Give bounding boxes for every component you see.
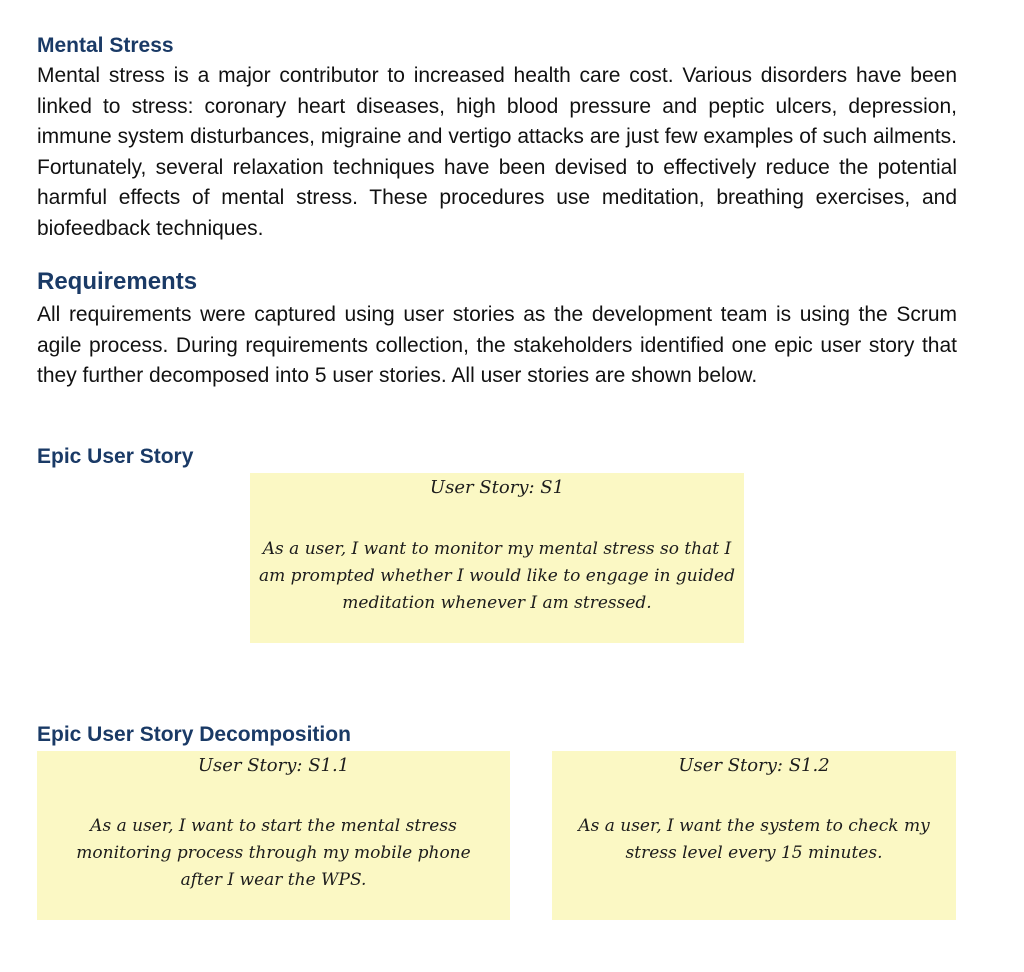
user-story-s1-1-note: [37, 751, 510, 920]
user-story-title: User Story: S1.2: [678, 755, 830, 776]
requirements-heading: Requirements: [37, 268, 198, 295]
user-story-s1-2-note: [552, 751, 956, 920]
user-story-text: As a user, I want to start the mental stress monitoring process through my mobile phone after I wear the WPS.: [76, 816, 471, 890]
mental-stress-heading: Mental Stress: [37, 34, 174, 57]
epic-user-story-heading: Epic User Story: [37, 445, 194, 468]
user-story-text: As a user, I want to monitor my mental stress so that I am prompted whether I would like to engage in guided meditation whenever I am stressed.: [259, 539, 735, 613]
requirements-paragraph: All requirements were captured using user stories as the development team is using the Scrum agile process. During requirements collection, the stakeholders identified one epic user story that they further decomposed into 5 user stories. All user stories are shown below.: [37, 303, 957, 388]
user-story-title: User Story: S1: [429, 477, 565, 498]
user-story-title: User Story: S1.1: [197, 755, 350, 776]
mental-stress-paragraph: Mental stress is a major contributor to increased health care cost. Various disorders have been linked to stress: coronary heart diseases, high blood pressure and peptic ulcers, depression, immune system disturbances, migraine and vertigo attacks are just few examples of such ailments. Fortunately, several relaxation techniques have been devised to effectively reduce the potential harmful effects of mental stress. These procedures use meditation, breathing exercises, and biofeedback techniques.: [37, 64, 957, 240]
user-story-text: As a user, I want the system to check my stress level every 15 minutes.: [578, 816, 930, 863]
decomposition-heading: Epic User Story Decomposition: [37, 723, 351, 746]
epic-user-story-note: [250, 473, 744, 643]
